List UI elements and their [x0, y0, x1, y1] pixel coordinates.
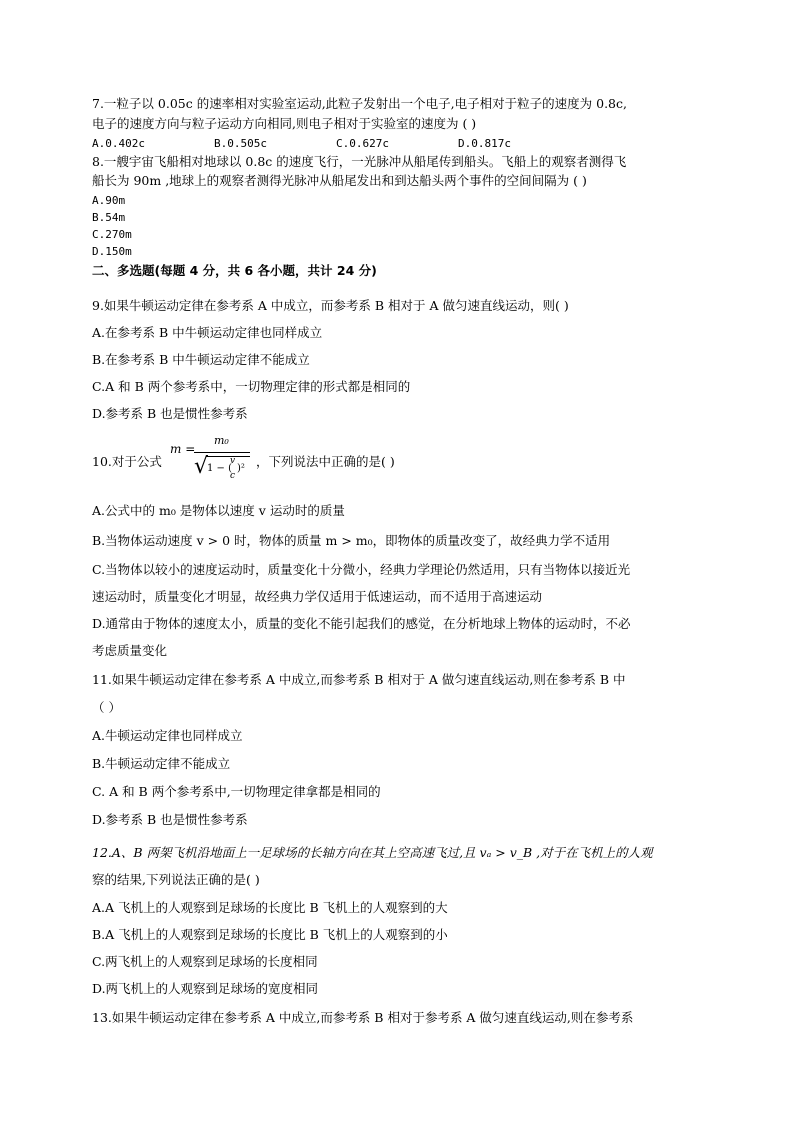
- q11-option-a: A.牛顿运动定律也同样成立: [92, 728, 243, 743]
- q11-stem: 11.如果牛顿运动定律在参考系 A 中成立,而参考系 B 相对于 A 做匀速直线运动,则在参考系 B 中: [92, 672, 626, 687]
- q12-line1: 12.A、B 两架飞机沿地面上一足球场的长轴方向在其上空高速飞过,且 vₐ > v_B ,对于在飞机上的人观: [92, 845, 653, 860]
- formula-root-prefix: 1 − (: [207, 463, 232, 474]
- q12-line2: 察的结果,下列说法正确的是( ): [92, 872, 260, 887]
- q13-stem: 13.如果牛顿运动定律在参考系 A 中成立,而参考系 B 相对于参考系 A 做匀速直线运动,则在参考系: [92, 1010, 634, 1025]
- formula-root-num: v: [230, 456, 236, 466]
- q12-option-c: C.两飞机上的人观察到足球场的长度相同: [92, 954, 318, 969]
- q8-option-b: B.54m: [92, 211, 126, 224]
- q10-option-a: A.公式中的 m₀ 是物体以速度 v 运动时的质量: [92, 503, 345, 518]
- formula-root-den: c: [230, 471, 236, 481]
- sqrt-sign: √: [194, 454, 209, 479]
- q11-option-b: B.牛顿运动定律不能成立: [92, 756, 231, 771]
- q7-option-d: D.0.817c: [458, 137, 511, 150]
- q7-line1: 7.一粒子以 0.05c 的速率相对实验室运动,此粒子发射出一个电子,电子相对于粒子的速度为 0.8c,: [92, 96, 627, 111]
- q10-stem-prefix: 10.对于公式: [92, 454, 162, 469]
- q9-option-b: B.在参考系 B 中牛顿运动定律不能成立: [92, 352, 310, 367]
- formula-lhs: m =: [170, 442, 196, 456]
- sqrt-bar: [206, 456, 250, 457]
- q8-option-c: C.270m: [92, 228, 132, 241]
- q10-option-c-line1: C.当物体以较小的速度运动时，质量变化十分微小，经典力学理论仍然适用，只有当物体以接近光: [92, 562, 631, 577]
- q9-option-a: A.在参考系 B 中牛顿运动定律也同样成立: [92, 325, 323, 340]
- q8-option-a: A.90m: [92, 194, 126, 207]
- q7-option-c: C.0.627c: [336, 137, 389, 150]
- q8-option-d: D.150m: [92, 245, 132, 258]
- formula-numerator: m₀: [214, 434, 229, 447]
- q10-option-d-line1: D.通常由于物体的速度太小，质量的变化不能引起我们的感觉，在分析地球上物体的运动时，不必: [92, 616, 631, 631]
- q8-line2: 船长为 90m ,地球上的观察者测得光脉冲从船尾发出和到达船头两个事件的空间间隔为 ( ): [92, 173, 587, 188]
- q7-option-b: B.0.505c: [214, 137, 267, 150]
- q9-option-d: D.参考系 B 也是惯性参考系: [92, 406, 248, 421]
- q9-option-c: C.A 和 B 两个参考系中，一切物理定律的形式都是相同的: [92, 379, 411, 394]
- formula-root-suffix: )²: [237, 463, 245, 474]
- q11-option-c: C. A 和 B 两个参考系中,一切物理定律拿都是相同的: [92, 784, 381, 799]
- formula-fraction-bar: [194, 452, 250, 453]
- q9-stem: 9.如果牛顿运动定律在参考系 A 中成立，而参考系 B 相对于 A 做匀速直线运动，则( ): [92, 298, 569, 313]
- q7-option-a: A.0.402c: [92, 137, 145, 150]
- q12-option-d: D.两飞机上的人观察到足球场的宽度相同: [92, 981, 319, 996]
- section-2-title: 二、多选题(每题 4 分，共 6 各小题，共计 24 分): [92, 263, 377, 278]
- relativistic-mass-formula: [170, 434, 256, 490]
- q12-option-b: B.A 飞机上的人观察到足球场的长度比 B 飞机上的人观察到的小: [92, 927, 448, 942]
- q10-stem-suffix: ，下列说法中正确的是( ): [256, 454, 395, 469]
- q8-line1: 8.一艘宇宙飞船相对地球以 0.8c 的速度飞行，一光脉冲从船尾传到船头。飞船上的观察者测得飞: [92, 154, 627, 169]
- q7-options: [92, 136, 580, 152]
- q11-paren: （ ）: [92, 700, 121, 715]
- q11-option-d: D.参考系 B 也是惯性参考系: [92, 812, 248, 827]
- q12-option-a: A.A 飞机上的人观察到足球场的长度比 B 飞机上的人观察到的大: [92, 900, 448, 915]
- q10-option-b: B.当物体运动速度 v > 0 时，物体的质量 m > m₀，即物体的质量改变了，故经典力学不适用: [92, 533, 611, 548]
- q10-option-d-line2: 考虑质量变化: [92, 643, 168, 658]
- q10-option-c-line2: 速运动时，质量变化才明显，故经典力学仅适用于低速运动，而不适用于高速运动: [92, 589, 543, 604]
- q7-line2: 电子的速度方向与粒子运动方向相同,则电子相对于实验室的速度为 ( ): [92, 116, 477, 131]
